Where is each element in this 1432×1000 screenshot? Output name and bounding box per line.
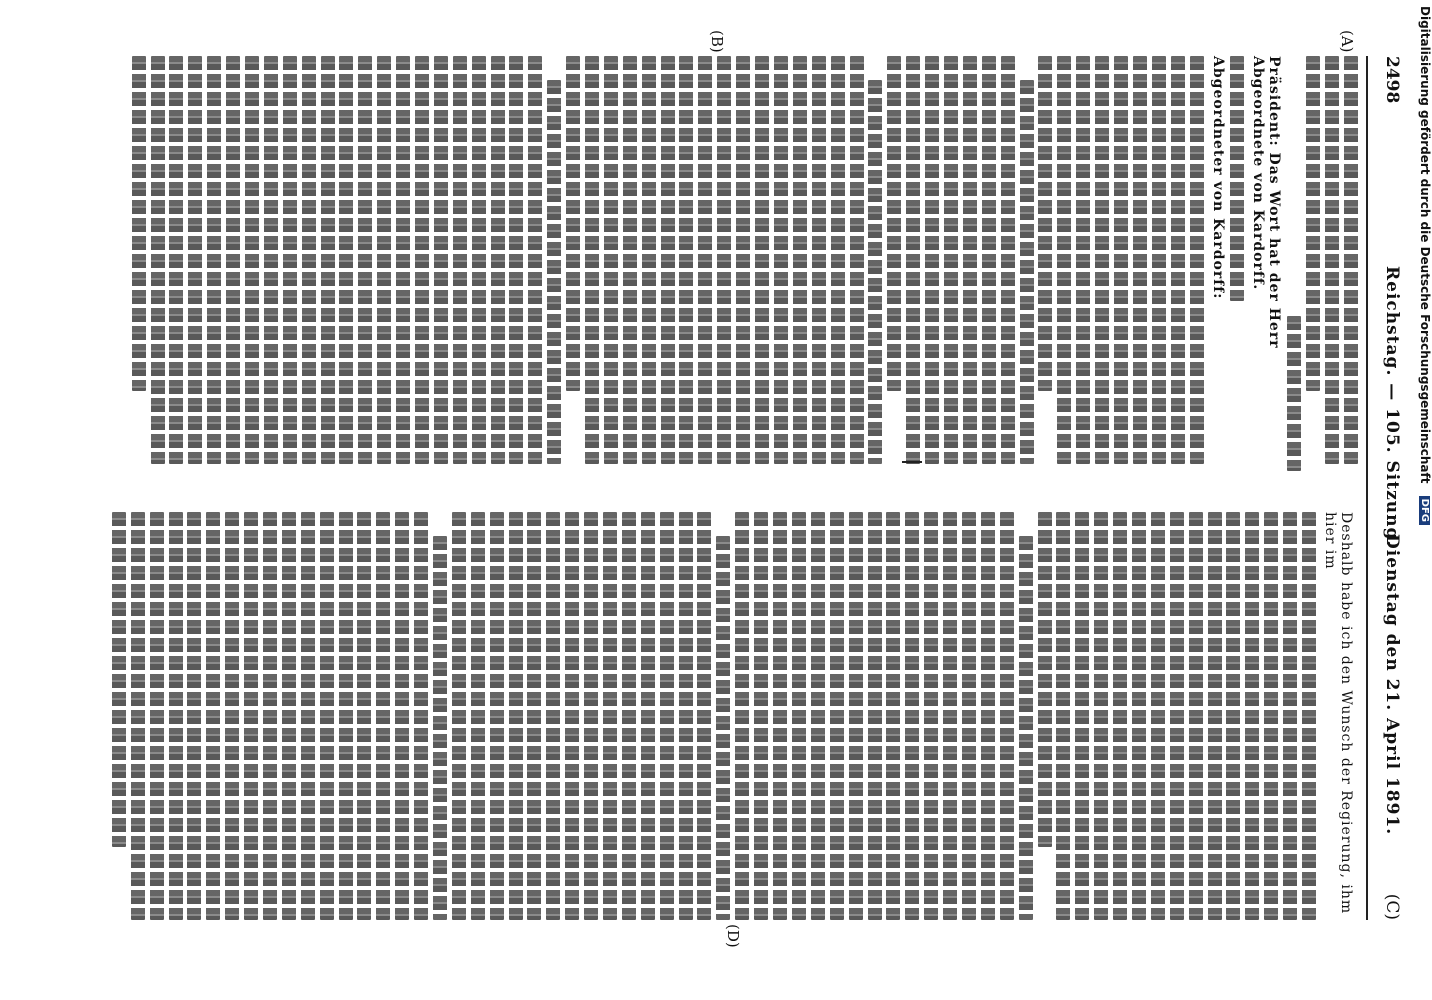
text-line	[717, 56, 731, 464]
text-line	[339, 512, 353, 920]
text-line	[887, 56, 901, 391]
text-line	[1057, 56, 1071, 464]
text-line	[112, 512, 126, 847]
text-line	[1038, 56, 1052, 391]
margin-marker-d: (D)	[724, 924, 742, 948]
text-line	[509, 56, 523, 464]
text-line	[302, 56, 316, 464]
text-line	[641, 512, 655, 920]
text-line	[584, 512, 598, 920]
text-line	[735, 512, 749, 920]
text-line	[792, 512, 806, 920]
text-line	[1000, 512, 1014, 920]
funding-footer	[1410, 0, 1432, 1000]
text-line	[452, 512, 466, 920]
text-line	[321, 56, 335, 464]
text-line	[434, 56, 448, 464]
page-header	[1374, 56, 1402, 920]
text-line	[1208, 512, 1222, 920]
text-line	[981, 512, 995, 920]
text-line	[963, 56, 977, 464]
text-line	[982, 56, 996, 464]
text-line	[812, 56, 826, 464]
text-line	[623, 56, 637, 464]
text-line	[264, 56, 278, 464]
dfg-logo: DFG	[1419, 496, 1430, 525]
text-line	[1095, 56, 1109, 464]
text-line	[414, 512, 428, 920]
text-line	[585, 56, 599, 464]
text-line	[1287, 316, 1301, 471]
text-line	[1132, 512, 1146, 920]
text-line	[1302, 512, 1316, 920]
text-line	[377, 56, 391, 464]
header-rule	[1366, 56, 1368, 920]
text-line	[491, 56, 505, 464]
text-line	[868, 512, 882, 920]
text-line	[1133, 56, 1147, 464]
text-line	[547, 80, 561, 464]
margin-marker-a: (A)	[1338, 30, 1356, 53]
text-line	[283, 56, 297, 464]
text-line	[1283, 512, 1297, 920]
text-line	[490, 512, 504, 920]
text-line	[1230, 56, 1244, 301]
text-line	[282, 512, 296, 920]
text-line	[169, 56, 183, 464]
text-line	[698, 512, 712, 920]
text-line	[1190, 56, 1204, 464]
text-line	[132, 56, 146, 391]
text-line	[886, 512, 900, 920]
opening-line: Deshalb habe ich den Wunsch der Regierung, ihm hier im	[1322, 512, 1354, 915]
text-column-right	[118, 512, 1358, 920]
text-line	[131, 512, 145, 920]
text-line	[188, 56, 202, 464]
text-line	[1038, 512, 1052, 847]
text-line	[943, 512, 957, 920]
text-line	[207, 56, 221, 464]
text-line	[1264, 512, 1278, 920]
text-line	[1076, 56, 1090, 464]
text-line	[339, 56, 353, 464]
text-line	[622, 512, 636, 920]
text-line	[1226, 512, 1240, 920]
text-line	[1189, 512, 1203, 920]
text-line	[1245, 512, 1259, 920]
text-line	[1325, 56, 1339, 464]
text-line	[944, 56, 958, 464]
text-line	[1020, 80, 1034, 464]
text-line	[566, 56, 580, 391]
text-line	[1306, 56, 1320, 391]
text-line	[831, 56, 845, 464]
text-line	[1151, 512, 1165, 920]
funding-footer-text-wrapper	[1412, 6, 1432, 976]
text-line	[546, 512, 560, 920]
text-line	[245, 56, 259, 464]
text-line	[1094, 512, 1108, 920]
session-date: Dienstag den 21. April 1891.	[1382, 534, 1402, 836]
text-line	[1056, 512, 1070, 920]
margin-marker-c: (C)	[1382, 893, 1402, 920]
text-line	[642, 56, 656, 464]
text-line	[680, 56, 694, 464]
text-line	[206, 512, 220, 920]
page-title: Reichstag. — 105. Sitzung.	[1382, 266, 1402, 548]
text-line	[263, 512, 277, 920]
text-line	[358, 56, 372, 464]
text-line	[1019, 536, 1033, 920]
text-line	[1171, 56, 1185, 464]
text-line	[565, 512, 579, 920]
text-line	[604, 56, 618, 464]
text-line	[925, 56, 939, 464]
text-line	[453, 56, 467, 464]
text-line	[660, 512, 674, 920]
text-column-left	[118, 56, 1358, 464]
text-line	[716, 536, 730, 920]
text-line	[679, 512, 693, 920]
text-line	[169, 512, 183, 920]
text-line	[396, 56, 410, 464]
text-line	[736, 56, 750, 464]
funding-footer-text: Digitalisierung gefördert durch die Deutsche Forschungsgemeinschaft	[1418, 6, 1432, 484]
text-line	[1170, 512, 1184, 920]
text-line	[226, 56, 240, 464]
text-line	[1075, 512, 1089, 920]
text-line	[1152, 56, 1166, 464]
text-line	[357, 512, 371, 920]
text-line	[225, 512, 239, 920]
text-line	[868, 80, 882, 464]
text-line	[924, 512, 938, 920]
text-line	[1114, 56, 1128, 464]
text-line	[150, 512, 164, 920]
text-line	[754, 512, 768, 920]
text-line	[811, 512, 825, 920]
text-line	[830, 512, 844, 920]
text-line	[433, 536, 447, 920]
page-number: 2498	[1382, 56, 1402, 104]
text-line	[774, 56, 788, 464]
speaker-heading: Abgeordneter von Kardorff:	[1209, 56, 1226, 300]
text-line	[849, 512, 863, 920]
text-line	[793, 56, 807, 464]
text-line	[850, 56, 864, 464]
text-line	[698, 56, 712, 464]
text-line	[755, 56, 769, 464]
text-line	[301, 512, 315, 920]
text-line	[471, 512, 485, 920]
text-line	[415, 56, 429, 464]
text-line	[320, 512, 334, 920]
text-line	[509, 512, 523, 920]
text-line	[905, 512, 919, 920]
text-line	[1113, 512, 1127, 920]
column-separator	[902, 461, 922, 463]
text-line	[472, 56, 486, 464]
speaker-heading: Präsident: Das Wort hat der Herr Abgeordnete von Kardorff.	[1250, 56, 1283, 349]
text-line	[1344, 56, 1358, 464]
text-line	[376, 512, 390, 920]
text-line	[906, 56, 920, 464]
margin-marker-b: (B)	[708, 30, 726, 53]
text-line	[661, 56, 675, 464]
text-line	[603, 512, 617, 920]
text-line	[395, 512, 409, 920]
text-line	[527, 512, 541, 920]
text-line	[151, 56, 165, 464]
text-line	[244, 512, 258, 920]
text-line	[1001, 56, 1015, 464]
text-line	[773, 512, 787, 920]
text-line	[187, 512, 201, 920]
text-line	[962, 512, 976, 920]
text-line	[528, 56, 542, 464]
